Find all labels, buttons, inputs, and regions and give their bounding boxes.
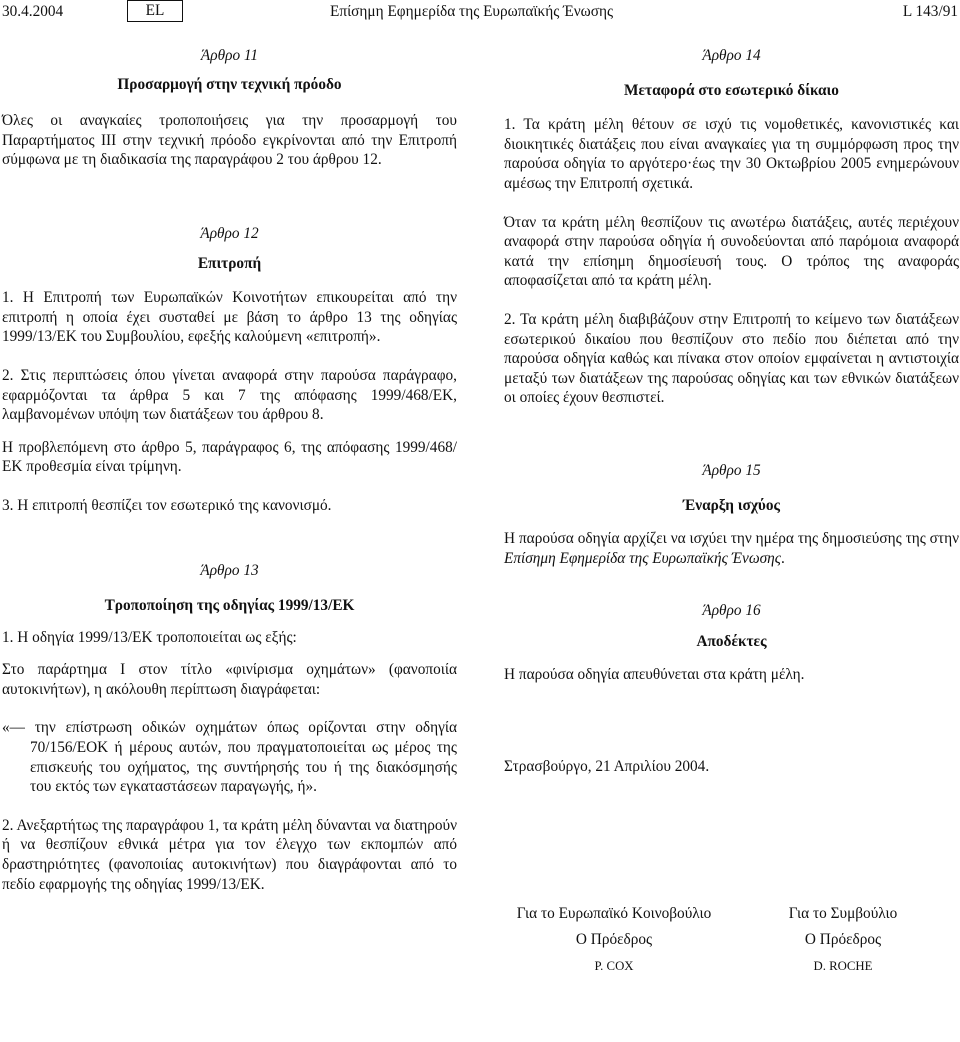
article-11-title: Προσαρμογή στην τεχνική πρόοδο bbox=[117, 75, 342, 93]
article-15-text-b: . bbox=[780, 549, 785, 567]
journal-name-italic: Επίσημη Εφημερίδα της Ευρωπαϊκής Ένωσης bbox=[504, 549, 781, 567]
left-column bbox=[2, 40, 457, 894]
article-14-label: Άρθρο 14 bbox=[702, 47, 761, 64]
place-and-date: Στρασβούργο, 21 Απριλίου 2004. bbox=[504, 758, 710, 776]
article-15-label: Άρθρο 15 bbox=[702, 461, 761, 479]
signatory-role: Ο Πρόεδρος bbox=[575, 931, 653, 948]
article-14-paragraph-1: 1. Τα κράτη μέλη θέτουν σε ισχύ τις νομοθετικές, κανονιστικές και διοικητικές διατάξεις που είναι αναγκαίες για τη συμμόρφωση προς την παρούσα οδηγία το αργότερο·έως την 30 Οκτωβρίου 2005 ενημερώνουν αμέσως την Επιτροπή σχετικά. bbox=[504, 116, 959, 192]
publication-date: 30.4.2004 bbox=[2, 3, 64, 20]
article-13-title: Τροποποίηση της οδηγίας 1999/13/ΕΚ bbox=[104, 597, 355, 615]
article-13-paragraph-3: 2. Ανεξαρτήτως της παραγράφου 1, τα κράτη μέλη δύνανται να διατηρούν ή να θεσπίζουν εθνικά μέτρα για τον έλεγχο των εκπομπών από δραστηριότητες (φανοποιίας αυτοκινήτων) που διαγράφονται από το πεδίο εφαρμογής της οδηγίας 1999/13/ΕΚ. bbox=[2, 816, 457, 893]
signatory-body: Για το Συμβούλιο bbox=[788, 905, 898, 922]
article-14-title: Μεταφορά στο εσωτερικό δίκαιο bbox=[624, 81, 839, 99]
signatory-role: Ο Πρόεδρος bbox=[804, 931, 882, 948]
article-12-title: Επιτροπή bbox=[197, 254, 262, 272]
article-14-paragraph-3: 2. Τα κράτη μέλη διαβιβάζουν στην Επιτροπή το κείμενο των διατάξεων εσωτερικού δικαίου που θεσπίζουν στο πεδίο που διέπεται από την παρούσα οδηγία καθώς και πίνακα στον οποίον εμφαίνεται η αντιστοιχία μεταξύ των διατάξεων της παρούσας οδηγίας και των εθνικών διατάξεων οι οποίες έχουν θεσπιστεί. bbox=[504, 310, 959, 407]
article-12-paragraph-3: Η προβλεπόμενη στο άρθρο 5, παράγραφος 6, της απόφασης 1999/468/ΕΚ προθεσμία είναι τρίμηνη. bbox=[2, 438, 457, 476]
article-13-paragraph-1: 1. Η οδηγία 1999/13/ΕΚ τροποποιείται ως εξής: bbox=[2, 628, 297, 646]
article-12-paragraph-4: 3. Η επιτροπή θεσπίζει τον εσωτερικό της κανονισμό. bbox=[2, 496, 332, 514]
signatory-name: D. ROCHE bbox=[813, 959, 873, 973]
article-12-label: Άρθρο 12 bbox=[200, 224, 259, 242]
article-14-paragraph-2: Όταν τα κράτη μέλη θεσπίζουν τις ανωτέρω διατάξεις, αυτές περιέχουν αναφορά στην παρούσα οδηγία ή συνοδεύονται από παρόμοια αναφορά κατά την επίσημη δημοσίευσή τους. Ο τρόπος της αναφοράς αποφασίζεται από τα κράτη μέλη. bbox=[504, 213, 959, 290]
article-12-paragraph-1: 1. Η Επιτροπή των Ευρωπαϊκών Κοινοτήτων επικουρείται από την επιτροπή η οποία έχει συσταθεί με βάση το άρθρο 13 της οδηγίας 1999/13/ΕΚ του Συμβουλίου, εφεξής καλούμενη «επιτροπή». bbox=[2, 289, 457, 346]
article-15-title: Έναρξη ισχύος bbox=[683, 496, 780, 514]
signature-parliament bbox=[504, 904, 724, 982]
page-header bbox=[0, 0, 960, 24]
article-16-label: Άρθρο 16 bbox=[702, 602, 761, 620]
signature-council bbox=[733, 904, 953, 982]
article-13-label: Άρθρο 13 bbox=[200, 561, 259, 579]
article-13-quoted-indent: «— την επίστρωση οδικών οχημάτων όπως ορίζονται στην οδηγία 70/156/ΕΟΚ ή μέρους αυτών, που πραγματοποιείται ως μέρος της επισκευής του οχήματος, της συντήρησής του ή της διακόσμησής του εκτός των εγκαταστάσεων παραγωγής, ή». bbox=[2, 719, 457, 796]
article-16-title: Αποδέκτες bbox=[696, 632, 767, 650]
page-number: L 143/91 bbox=[902, 3, 958, 20]
right-column bbox=[504, 40, 959, 777]
article-13-paragraph-2: Στο παράρτημα Ι στον τίτλο «φινίρισμα οχημάτων» (φανοποιία αυτοκινήτων), η ακόλουθη περίπτωση διαγράφεται: bbox=[2, 661, 457, 698]
article-15-paragraph bbox=[504, 529, 959, 568]
article-11-paragraph: Όλες οι αναγκαίες τροποποιήσεις για την προσαρμογή του Παραρτήματος ΙΙΙ στην τεχνική πρόοδο εγκρίνονται από την Επιτροπή σύμφωνα με τη διαδικασία της παραγράφου 2 του άρθρου 12. bbox=[2, 112, 457, 169]
article-11-label: Άρθρο 11 bbox=[200, 47, 259, 64]
signatory-name: P. COX bbox=[594, 959, 634, 973]
signatory-body: Για το Ευρωπαϊκό Κοινοβούλιο bbox=[516, 905, 712, 922]
article-12-paragraph-2: 2. Στις περιπτώσεις όπου γίνεται αναφορά στην παρούσα παράγραφο, εφαρμόζονται τα άρθρα 5 και 7 της απόφασης 1999/468/ΕΚ, λαμβανομένων υπόψη των διατάξεων του άρθρου 8. bbox=[2, 366, 457, 424]
article-15-text-a: Η παρούσα οδηγία αρχίζει να ισχύει την ημέρα της δημοσιεύσης της στην bbox=[504, 530, 959, 548]
article-16-paragraph: Η παρούσα οδηγία απευθύνεται στα κράτη μέλη. bbox=[504, 666, 805, 684]
journal-title: Επίσημη Εφημερίδα της Ευρωπαϊκής Ένωσης bbox=[330, 3, 614, 20]
language-badge: EL bbox=[127, 0, 183, 22]
